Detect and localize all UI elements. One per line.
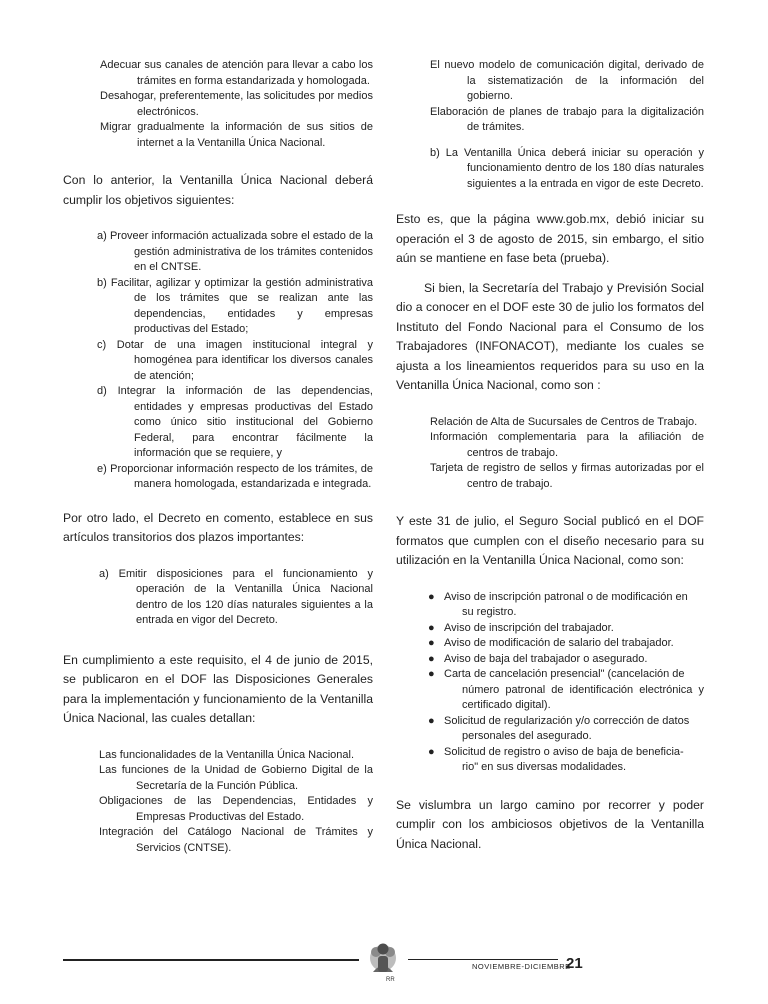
- footer-divider-left: [63, 959, 359, 961]
- list-item: b) Facilitar, agilizar y optimizar la gestión administrativa de los trámites que se realizan ante las dependencias, entidades y empresas productivas del Estado;: [97, 276, 373, 335]
- intro-list: [100, 58, 373, 151]
- page-number: 21: [566, 955, 583, 972]
- bullet-icon: ●: [428, 745, 435, 758]
- list-item: c) Dotar de una imagen institucional integral y homogénea para identificar los diversos canales de atención;: [97, 338, 373, 382]
- footer-divider-right: [408, 959, 558, 960]
- list-item: a) Emitir disposiciones para el funcionamiento y operación de la Ventanilla Única Nacional dentro de los 120 días naturales siguientes a la entrada en vigor del Decreto.: [99, 567, 373, 626]
- paragraph-deadlines: Por otro lado, el Decreto en comento, establece en sus artículos transitorios dos plazos importantes:: [63, 510, 373, 544]
- list-item: ● Aviso de inscripción del trabajador.: [426, 621, 704, 637]
- imss-forms-list: [426, 590, 704, 776]
- right-column: [396, 58, 704, 873]
- list-item: ● Solicitud de registro o aviso de baja de beneficia- rio" en sus diversas modalidades.: [428, 745, 684, 773]
- issue-label: NOVIEMBRE-DICIEMBRE: [472, 962, 571, 971]
- list-item: ● Carta de cancelación presencial" (cancelación de número patronal de identificación electrónica y certificado digital).: [428, 668, 704, 711]
- list-item: Relación de Alta de Sucursales de Centros de Trabajo.: [430, 415, 698, 428]
- list-item: e) Proporcionar información respecto de los trámites, de manera homologada, estandarizada e integrada.: [97, 462, 373, 490]
- model-list: [430, 58, 704, 136]
- logo-text: RR: [386, 977, 395, 983]
- list-item: b) La Ventanilla Única deberá iniciar su operación y funcionamiento dentro de los 180 días naturales siguientes a la entrada en vigor de este Decreto.: [430, 146, 704, 190]
- list-item: Información complementaria para la afiliación de centros de trabajo.: [430, 431, 704, 459]
- list-item: ● Aviso de modificación de salario del trabajador.: [426, 636, 704, 652]
- list-item: Obligaciones de las Dependencias, Entidades y Empresas Productivas del Estado.: [99, 795, 373, 823]
- publication-logo-icon: [360, 938, 406, 984]
- paragraph-conclusion: Se vislumbra un largo camino por recorrer y poder cumplir con los ambiciosos objetivos de la Ventanilla Única Nacional.: [396, 797, 704, 851]
- list-item: Integración del Catálogo Nacional de Trámites y Servicios (CNTSE).: [99, 826, 373, 854]
- list-item: Migrar gradualmente la información de sus sitios de internet a la Ventanilla Única Nacional.: [100, 121, 373, 149]
- objectives-list: [97, 229, 373, 493]
- list-item: a) Proveer información actualizada sobre el estado de la gestión administrativa de los trámites contenidos en el CNTSE.: [97, 230, 373, 273]
- list-item: Las funcionalidades de la Ventanilla Única Nacional.: [99, 748, 355, 761]
- list-item: d) Integrar la información de las dependencias, entidades y empresas productivas del Estado como único sitio institucional del Gobierno Federal, para encontrar fácilmente la información que se requiere, y: [97, 385, 373, 459]
- list-item: Adecuar sus canales de atención para llevar a cabo los trámites en forma estandarizada y homologada.: [100, 59, 373, 87]
- paragraph-objectives-intro: Con lo anterior, la Ventanilla Única Nacional deberá cumplir los objetivos siguientes:: [63, 173, 373, 207]
- list-item: ● Solicitud de regularización y/o corrección de datos personales del asegurado.: [428, 714, 690, 742]
- infonacot-list: [430, 415, 704, 493]
- bullet-icon: ●: [428, 668, 435, 680]
- list-item: ● Aviso de inscripción patronal o de modificación en su registro.: [428, 590, 688, 618]
- list-item: Desahogar, preferentemente, las solicitudes por medios electrónicos.: [100, 90, 373, 118]
- deadline-b-list: [430, 146, 704, 193]
- list-item: El nuevo modelo de comunicación digital, derivado de la sistematización de la información del gobierno.: [430, 59, 704, 102]
- list-item: ● Aviso de baja del trabajador o asegurado.: [426, 652, 704, 668]
- bullet-icon: ●: [428, 590, 435, 603]
- bullet-icon: ●: [428, 652, 435, 665]
- paragraph-stps: Si bien, la Secretaría del Trabajo y Previsión Social dio a conocer en el DOF este 30 de julio los formatos del Instituto del Fondo Nacional para el Consumo de los Trabajadores (INFONACOT), mediante los cuales se ajusta a los lineamientos requeridos para su uso en la Ventanilla Única Nacional, como son :: [396, 280, 704, 392]
- list-item: Las funciones de la Unidad de Gobierno Digital de la Secretaría de la Función Pública.: [99, 764, 373, 792]
- bullet-icon: ●: [428, 621, 435, 634]
- paragraph-imss: Y este 31 de julio, el Seguro Social publicó en el DOF formatos que cumplen con el diseño necesario para su utilización en la Ventanilla Única Nacional, como son:: [396, 514, 704, 567]
- left-column: [63, 58, 373, 856]
- deadline-list: [99, 567, 373, 629]
- list-item: Tarjeta de registro de sellos y firmas autorizadas por el centro de trabajo.: [430, 462, 704, 490]
- bullet-icon: ●: [428, 637, 435, 649]
- details-list: [99, 748, 373, 857]
- paragraph-compliance: En cumplimiento a este requisito, el 4 de junio de 2015, se publicaron en el DOF las Disposiciones Generales para la implementación y funcionamiento de la Ventanilla Única Nacional, las cuales detallan:: [63, 652, 373, 725]
- list-item: Elaboración de planes de trabajo para la digitalización de trámites.: [430, 105, 704, 133]
- paragraph-gobmx: Esto es, que la página www.gob.mx, debió iniciar su operación el 3 de agosto de 2015, sin embargo, el sitio aún se mantiene en fase beta (prueba).: [396, 212, 704, 265]
- bullet-icon: ●: [428, 714, 435, 727]
